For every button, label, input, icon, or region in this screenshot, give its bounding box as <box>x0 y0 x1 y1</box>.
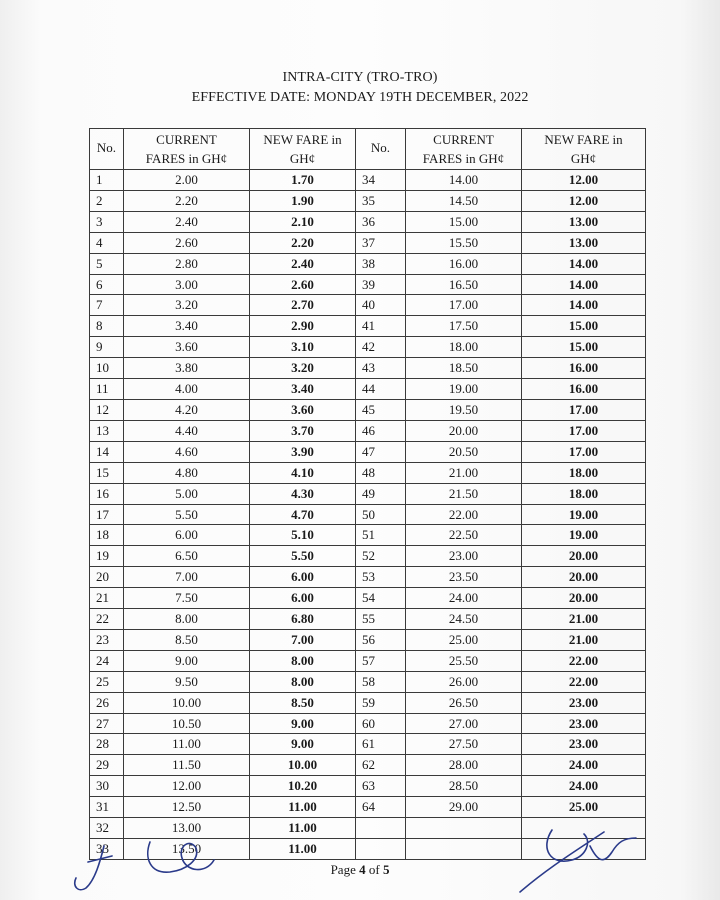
new-fare-cell: 18.00 <box>522 462 646 483</box>
current-fare-cell: 4.40 <box>124 420 250 441</box>
row-number-cell: 5 <box>90 253 124 274</box>
new-fare-cell: 11.00 <box>250 797 356 818</box>
new-fare-cell: 13.00 <box>522 211 646 232</box>
row-number-cell: 16 <box>90 483 124 504</box>
row-number-cell: 58 <box>356 671 406 692</box>
row-number-cell: 40 <box>356 295 406 316</box>
current-fare-cell: 2.60 <box>124 232 250 253</box>
row-number-cell: 60 <box>356 713 406 734</box>
row-number-cell: 32 <box>90 818 124 839</box>
row-number-cell: 55 <box>356 609 406 630</box>
current-fare-cell: 26.50 <box>406 692 522 713</box>
new-fare-cell: 6.00 <box>250 588 356 609</box>
current-fare-cell: 3.40 <box>124 316 250 337</box>
current-fare-cell: 21.50 <box>406 483 522 504</box>
new-fare-cell: 1.90 <box>250 190 356 211</box>
row-number-cell: 6 <box>90 274 124 295</box>
new-fare-cell: 9.00 <box>250 713 356 734</box>
column-header-current-fare: CURRENT FARES in GH¢ <box>124 129 250 170</box>
row-number-cell: 41 <box>356 316 406 337</box>
row-number-cell: 17 <box>90 504 124 525</box>
row-number-cell: 26 <box>90 692 124 713</box>
current-fare-cell: 24.50 <box>406 609 522 630</box>
current-fare-cell: 7.00 <box>124 567 250 588</box>
new-fare-cell: 24.00 <box>522 755 646 776</box>
new-fare-cell: 21.00 <box>522 609 646 630</box>
new-fare-cell: 3.70 <box>250 420 356 441</box>
row-number-cell: 63 <box>356 776 406 797</box>
current-fare-cell: 9.50 <box>124 671 250 692</box>
new-fare-cell: 12.00 <box>522 190 646 211</box>
current-fare-cell: 20.00 <box>406 420 522 441</box>
row-number-cell: 15 <box>90 462 124 483</box>
current-fare-cell: 23.50 <box>406 567 522 588</box>
current-fare-cell: 6.50 <box>124 546 250 567</box>
new-fare-cell: 17.00 <box>522 441 646 462</box>
row-number-cell: 28 <box>90 734 124 755</box>
row-number-cell: 19 <box>90 546 124 567</box>
new-fare-cell: 2.90 <box>250 316 356 337</box>
new-fare-cell: 17.00 <box>522 399 646 420</box>
current-fare-cell: 27.50 <box>406 734 522 755</box>
row-number-cell: 20 <box>90 567 124 588</box>
new-fare-cell: 3.10 <box>250 337 356 358</box>
column-header-no: No. <box>90 129 124 170</box>
row-number-cell: 9 <box>90 337 124 358</box>
row-number-cell: 33 <box>90 839 124 860</box>
row-number-cell: 35 <box>356 190 406 211</box>
new-fare-cell: 9.00 <box>250 734 356 755</box>
column-header-no: No. <box>356 129 406 170</box>
row-number-cell: 22 <box>90 609 124 630</box>
current-fare-cell: 7.50 <box>124 588 250 609</box>
new-fare-cell: 3.40 <box>250 379 356 400</box>
new-fare-cell: 3.60 <box>250 399 356 420</box>
column-header-new-fare: NEW FARE in GH¢ <box>250 129 356 170</box>
row-number-cell: 54 <box>356 588 406 609</box>
row-number-cell: 46 <box>356 420 406 441</box>
new-fare-cell: 1.70 <box>250 170 356 191</box>
new-fare-cell: 5.50 <box>250 546 356 567</box>
row-number-cell: 30 <box>90 776 124 797</box>
row-number-cell: 49 <box>356 483 406 504</box>
new-fare-cell: 2.70 <box>250 295 356 316</box>
current-fare-cell: 16.50 <box>406 274 522 295</box>
new-fare-cell: 4.70 <box>250 504 356 525</box>
new-fare-cell: 4.30 <box>250 483 356 504</box>
current-fare-cell: 23.00 <box>406 546 522 567</box>
new-fare-cell: 14.00 <box>522 253 646 274</box>
current-fare-cell: 4.80 <box>124 462 250 483</box>
new-fare-cell: 6.80 <box>250 609 356 630</box>
current-fare-cell: 28.00 <box>406 755 522 776</box>
new-fare-cell: 22.00 <box>522 650 646 671</box>
current-fare-cell: 22.50 <box>406 525 522 546</box>
new-fare-cell: 3.90 <box>250 441 356 462</box>
new-fare-cell: 23.00 <box>522 734 646 755</box>
row-number-cell: 38 <box>356 253 406 274</box>
new-fare-cell: 12.00 <box>522 170 646 191</box>
row-number-cell: 11 <box>90 379 124 400</box>
row-number-cell: 21 <box>90 588 124 609</box>
row-number-cell: 61 <box>356 734 406 755</box>
new-fare-cell: 11.00 <box>250 839 356 860</box>
column-header-current-fare: CURRENT FARES in GH¢ <box>406 129 522 170</box>
current-fare-cell: 11.50 <box>124 755 250 776</box>
row-number-cell: 48 <box>356 462 406 483</box>
row-number-cell: 36 <box>356 211 406 232</box>
new-fare-cell: 22.00 <box>522 671 646 692</box>
new-fare-cell: 19.00 <box>522 504 646 525</box>
row-number-cell: 52 <box>356 546 406 567</box>
current-fare-cell: 8.00 <box>124 609 250 630</box>
row-number-cell: 10 <box>90 358 124 379</box>
row-number-cell: 4 <box>90 232 124 253</box>
current-fare-cell: 12.50 <box>124 797 250 818</box>
row-number-cell: 12 <box>90 399 124 420</box>
current-fare-cell: 2.80 <box>124 253 250 274</box>
current-fare-cell: 8.50 <box>124 629 250 650</box>
new-fare-cell: 25.00 <box>522 797 646 818</box>
current-fare-cell: 4.20 <box>124 399 250 420</box>
current-fare-cell: 25.00 <box>406 629 522 650</box>
current-fare-cell: 24.00 <box>406 588 522 609</box>
new-fare-cell: 7.00 <box>250 629 356 650</box>
row-number-cell: 8 <box>90 316 124 337</box>
current-fare-cell: 17.00 <box>406 295 522 316</box>
row-number-cell: 27 <box>90 713 124 734</box>
current-fare-cell: 9.00 <box>124 650 250 671</box>
effective-date: EFFECTIVE DATE: MONDAY 19TH DECEMBER, 2022 <box>191 90 529 105</box>
current-fare-cell: 13.00 <box>124 818 250 839</box>
column-header-new-fare: NEW FARE in GH¢ <box>522 129 646 170</box>
row-number-cell: 23 <box>90 629 124 650</box>
row-number-cell: 57 <box>356 650 406 671</box>
current-fare-cell: 2.00 <box>124 170 250 191</box>
new-fare-cell: 2.40 <box>250 253 356 274</box>
row-number-cell: 29 <box>90 755 124 776</box>
new-fare-cell: 2.20 <box>250 232 356 253</box>
current-fare-cell: 2.40 <box>124 211 250 232</box>
page-number: Page 4 of 5 <box>330 862 390 877</box>
new-fare-cell: 16.00 <box>522 358 646 379</box>
new-fare-cell: 3.20 <box>250 358 356 379</box>
current-fare-cell: 3.00 <box>124 274 250 295</box>
new-fare-cell: 15.00 <box>522 337 646 358</box>
current-fare-cell: 20.50 <box>406 441 522 462</box>
row-number-cell: 3 <box>90 211 124 232</box>
row-number-cell: 2 <box>90 190 124 211</box>
current-fare-cell: 21.00 <box>406 462 522 483</box>
current-fare-cell: 15.00 <box>406 211 522 232</box>
row-number-cell: 47 <box>356 441 406 462</box>
current-fare-cell: 10.00 <box>124 692 250 713</box>
row-number-cell: 44 <box>356 379 406 400</box>
new-fare-cell: 8.00 <box>250 650 356 671</box>
current-fare-cell: 26.00 <box>406 671 522 692</box>
document-title: INTRA-CITY (TRO-TRO) <box>282 70 438 85</box>
current-fare-cell: 19.00 <box>406 379 522 400</box>
current-fare-cell: 13.50 <box>124 839 250 860</box>
new-fare-cell: 19.00 <box>522 525 646 546</box>
new-fare-cell: 15.00 <box>522 316 646 337</box>
new-fare-cell: 10.20 <box>250 776 356 797</box>
current-fare-cell: 19.50 <box>406 399 522 420</box>
current-fare-cell: 6.00 <box>124 525 250 546</box>
row-number-cell: 1 <box>90 170 124 191</box>
current-fare-cell: 10.50 <box>124 713 250 734</box>
row-number-cell: 53 <box>356 567 406 588</box>
new-fare-cell: 20.00 <box>522 588 646 609</box>
row-number-cell: 25 <box>90 671 124 692</box>
new-fare-cell: 2.10 <box>250 211 356 232</box>
row-number-cell: 34 <box>356 170 406 191</box>
new-fare-cell: 16.00 <box>522 379 646 400</box>
current-fare-cell: 18.00 <box>406 337 522 358</box>
row-number-cell: 13 <box>90 420 124 441</box>
row-number-cell: 31 <box>90 797 124 818</box>
row-number-cell: 42 <box>356 337 406 358</box>
current-fare-cell: 4.00 <box>124 379 250 400</box>
current-fare-cell: 14.00 <box>406 170 522 191</box>
row-number-cell: 50 <box>356 504 406 525</box>
new-fare-cell: 24.00 <box>522 776 646 797</box>
new-fare-cell: 8.50 <box>250 692 356 713</box>
row-number-cell: 24 <box>90 650 124 671</box>
current-fare-cell: 4.60 <box>124 441 250 462</box>
new-fare-cell: 18.00 <box>522 483 646 504</box>
new-fare-cell: 20.00 <box>522 567 646 588</box>
row-number-cell: 43 <box>356 358 406 379</box>
new-fare-cell: 23.00 <box>522 713 646 734</box>
current-fare-cell: 25.50 <box>406 650 522 671</box>
new-fare-cell: 8.00 <box>250 671 356 692</box>
current-fare-cell: 17.50 <box>406 316 522 337</box>
current-fare-cell: 18.50 <box>406 358 522 379</box>
row-number-cell: 59 <box>356 692 406 713</box>
row-number-cell: 45 <box>356 399 406 420</box>
current-fare-cell: 15.50 <box>406 232 522 253</box>
new-fare-cell: 21.00 <box>522 629 646 650</box>
current-fare-cell: 16.00 <box>406 253 522 274</box>
current-fare-cell: 3.80 <box>124 358 250 379</box>
current-fare-cell: 2.20 <box>124 190 250 211</box>
new-fare-cell: 13.00 <box>522 232 646 253</box>
new-fare-cell: 11.00 <box>250 818 356 839</box>
new-fare-cell: 23.00 <box>522 692 646 713</box>
row-number-cell: 37 <box>356 232 406 253</box>
row-number-cell: 7 <box>90 295 124 316</box>
new-fare-cell: 4.10 <box>250 462 356 483</box>
new-fare-cell: 10.00 <box>250 755 356 776</box>
row-number-cell: 62 <box>356 755 406 776</box>
new-fare-cell: 6.00 <box>250 567 356 588</box>
current-fare-cell: 3.20 <box>124 295 250 316</box>
current-fare-cell: 11.00 <box>124 734 250 755</box>
current-fare-cell: 5.00 <box>124 483 250 504</box>
row-number-cell: 51 <box>356 525 406 546</box>
new-fare-cell: 14.00 <box>522 274 646 295</box>
current-fare-cell: 29.00 <box>406 797 522 818</box>
current-fare-cell: 3.60 <box>124 337 250 358</box>
new-fare-cell: 20.00 <box>522 546 646 567</box>
row-number-cell: 39 <box>356 274 406 295</box>
current-fare-cell: 27.00 <box>406 713 522 734</box>
row-number-cell: 18 <box>90 525 124 546</box>
row-number-cell: 56 <box>356 629 406 650</box>
right-signature-stroke <box>520 830 636 892</box>
current-fare-cell: 12.00 <box>124 776 250 797</box>
current-fare-cell: 5.50 <box>124 504 250 525</box>
current-fare-cell: 14.50 <box>406 190 522 211</box>
new-fare-cell: 17.00 <box>522 420 646 441</box>
row-number-cell: 14 <box>90 441 124 462</box>
new-fare-cell: 5.10 <box>250 525 356 546</box>
new-fare-cell: 14.00 <box>522 295 646 316</box>
current-fare-cell: 22.00 <box>406 504 522 525</box>
current-fare-cell: 28.50 <box>406 776 522 797</box>
new-fare-cell: 2.60 <box>250 274 356 295</box>
row-number-cell: 64 <box>356 797 406 818</box>
